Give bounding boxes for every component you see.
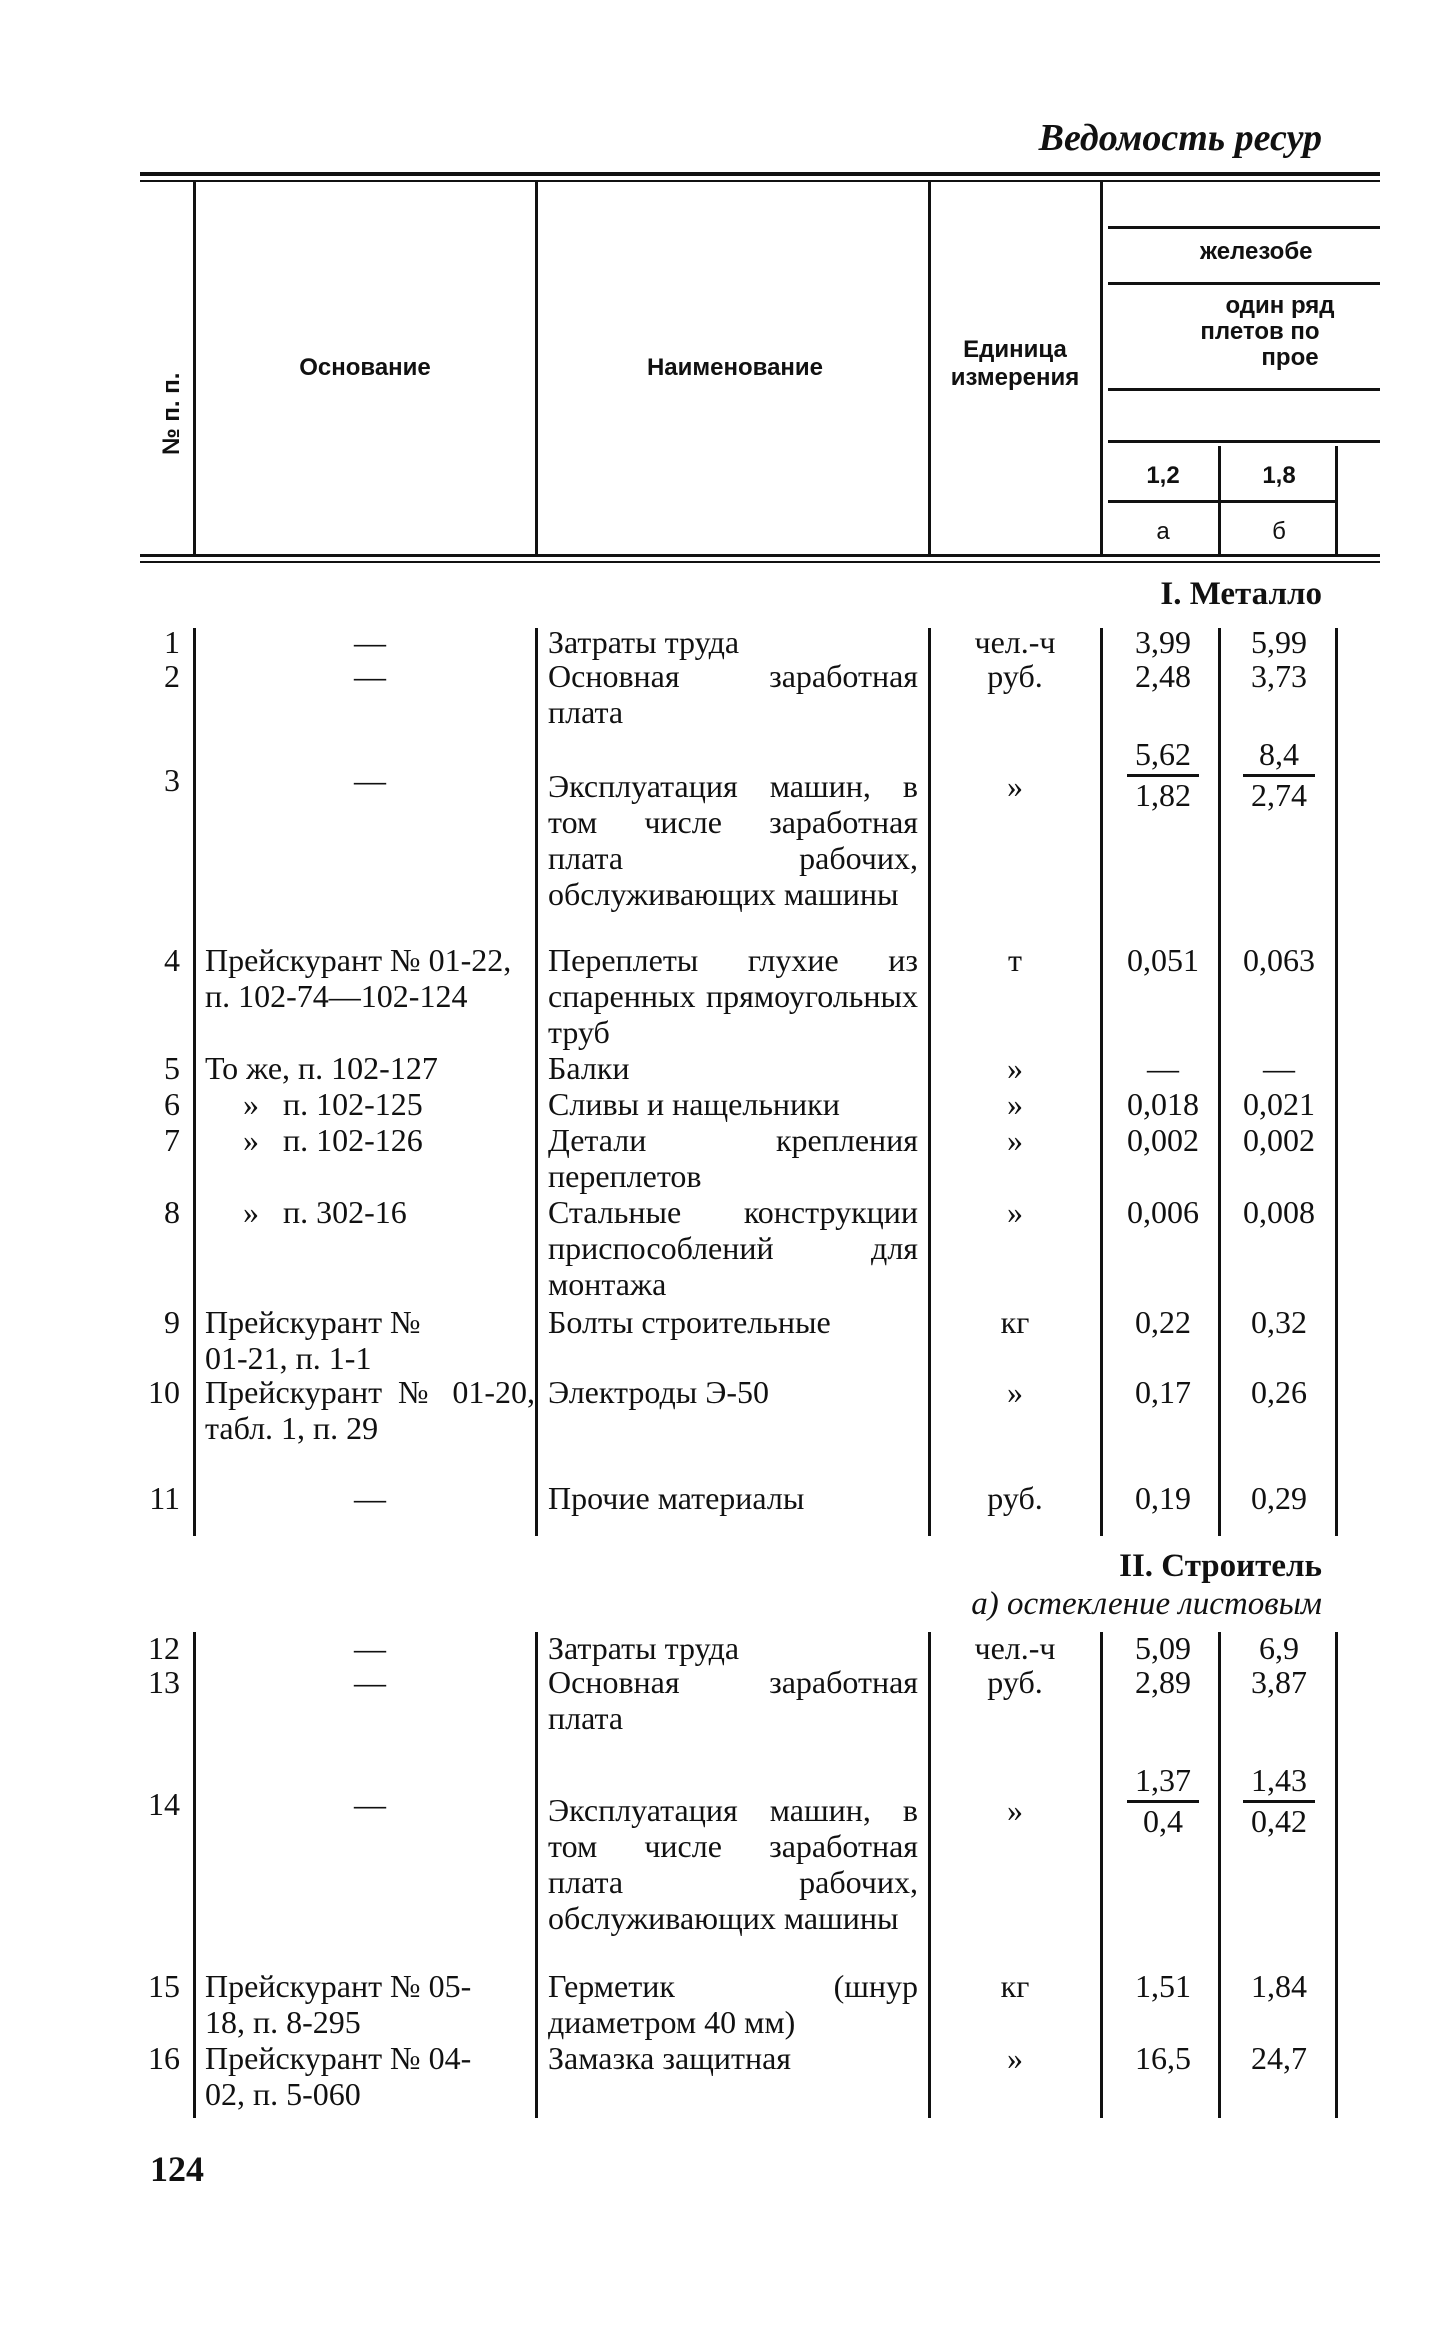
row-7-name: Детали крепления переплетов [548, 1122, 918, 1194]
header-divider-1 [193, 182, 196, 554]
row-6-basis: » п. 102-125 [243, 1086, 423, 1122]
row-15-a: 1,51 [1135, 1968, 1191, 2004]
row-14-basis: — [354, 1786, 386, 1822]
row-4-num: 4 [164, 942, 180, 978]
row-15-unit: кг [1000, 1968, 1030, 2004]
row-13-basis: — [354, 1664, 386, 1700]
row-7-num: 7 [164, 1122, 180, 1158]
row-12-basis: — [354, 1630, 386, 1666]
header-values-rule [1108, 440, 1380, 443]
row-4-unit: т [1008, 942, 1022, 978]
body2-divider-5 [1218, 1632, 1221, 2118]
header-subgroup-l1: один ряд [1225, 292, 1335, 319]
row-12-b: 6,9 [1259, 1630, 1299, 1666]
row-8-name: Стальные конструкции приспособлений для монтажа [548, 1194, 918, 1302]
row-2-unit: руб. [987, 658, 1043, 694]
row-1-name: Затраты труда [548, 624, 740, 660]
row-14-b-bottom: 0,42 [1251, 1803, 1307, 1839]
row-5-unit: » [1007, 1050, 1023, 1086]
row-14-b-top: 1,43 [1243, 1762, 1315, 1803]
subsection-heading-2a: а) остекление листовым [971, 1586, 1322, 1622]
row-5-num: 5 [164, 1050, 180, 1086]
row-14-unit: » [1007, 1792, 1023, 1828]
row-4-basis: Прейскурант № 01-22, п. 102-74—102-124 [205, 942, 512, 1014]
row-3-b-bottom: 2,74 [1251, 777, 1307, 813]
row-8-num: 8 [164, 1194, 180, 1230]
row-9-unit: кг [1000, 1304, 1030, 1340]
row-3-b [1228, 736, 1330, 813]
row-11-a: 0,19 [1135, 1480, 1191, 1516]
body2-divider-4 [1100, 1632, 1103, 2118]
row-16-num: 16 [148, 2040, 180, 2076]
row-13-b: 3,87 [1251, 1664, 1307, 1700]
page-title: Ведомость ресур [1038, 117, 1322, 159]
row-16-a: 16,5 [1135, 2040, 1191, 2076]
row-9-num: 9 [164, 1304, 180, 1340]
row-9-a: 0,22 [1135, 1304, 1191, 1340]
row-10-basis: Прейскурант № 01-20, табл. 1, п. 29 [205, 1374, 535, 1446]
row-14-a-bottom: 0,4 [1143, 1803, 1183, 1839]
row-14-name: Эксплуатация машин, в том числе заработная плата рабочих, обслуживающих машины [548, 1792, 918, 1936]
row-10-a: 0,17 [1135, 1374, 1191, 1410]
header-divider-4 [1100, 182, 1103, 554]
header-val-b: 1,8 [1262, 462, 1296, 489]
row-4-b: 0,063 [1243, 942, 1315, 978]
header-divider-2 [535, 182, 538, 554]
row-3-a [1112, 736, 1214, 813]
header-subgroup-rule [1108, 282, 1380, 285]
row-10-num: 10 [148, 1374, 180, 1410]
body-divider-3 [928, 628, 931, 1536]
body2-divider-6 [1335, 1632, 1338, 2118]
row-5-a: — [1147, 1050, 1179, 1086]
row-10-name: Электроды Э-50 [548, 1374, 770, 1410]
header-letters-rule [1108, 500, 1338, 503]
header-subgroup-l3: прое [1261, 344, 1319, 371]
header-bottom-rule [140, 554, 1380, 557]
row-2-name: Основная заработная плата [548, 658, 918, 730]
row-7-b: 0,002 [1243, 1122, 1315, 1158]
row-6-b: 0,021 [1243, 1086, 1315, 1122]
row-7-unit: » [1007, 1122, 1023, 1158]
row-5-basis: То же, п. 102-127 [205, 1050, 438, 1086]
row-15-b: 1,84 [1251, 1968, 1307, 2004]
row-5-b: — [1263, 1050, 1295, 1086]
row-12-name: Затраты труда [548, 1630, 740, 1666]
row-8-unit: » [1007, 1194, 1023, 1230]
header-letter-a: а [1156, 518, 1170, 545]
row-1-a: 3,99 [1135, 624, 1191, 660]
row-16-basis: Прейскурант № 04-02, п. 5-060 [205, 2040, 472, 2112]
row-12-num: 12 [148, 1630, 180, 1666]
row-2-b: 3,73 [1251, 658, 1307, 694]
row-11-num: 11 [149, 1480, 180, 1516]
page-number: 124 [150, 2149, 204, 2189]
row-11-unit: руб. [987, 1480, 1043, 1516]
row-2-a: 2,48 [1135, 658, 1191, 694]
section-heading-2: II. Строитель [1119, 1548, 1322, 1584]
body2-divider-2 [535, 1632, 538, 2118]
header-letter-b: б [1272, 518, 1286, 545]
header-bottom-rule-thin [140, 561, 1380, 563]
row-14-b [1228, 1762, 1330, 1839]
row-14-a [1112, 1762, 1214, 1839]
row-11-basis: — [354, 1480, 386, 1516]
row-16-unit: » [1007, 2040, 1023, 2076]
header-num: № п. п. [158, 372, 185, 455]
top-rule [140, 172, 1380, 176]
row-1-num: 1 [164, 624, 180, 660]
header-unit: Единица измерения [950, 336, 1080, 391]
header-val-a: 1,2 [1146, 462, 1180, 489]
row-3-a-top: 5,62 [1127, 736, 1199, 777]
row-13-a: 2,89 [1135, 1664, 1191, 1700]
row-3-a-bottom: 1,82 [1135, 777, 1191, 813]
row-5-name: Балки [548, 1050, 630, 1086]
row-4-a: 0,051 [1127, 942, 1199, 978]
header-name: Наименование [646, 354, 824, 381]
row-9-name: Болты строительные [548, 1304, 831, 1340]
row-11-b: 0,29 [1251, 1480, 1307, 1516]
row-3-name: Эксплуатация машин, в том числе заработная плата рабочих, обслуживающих машины [548, 768, 918, 912]
body-divider-2 [535, 628, 538, 1536]
row-1-b: 5,99 [1251, 624, 1307, 660]
row-3-b-top: 8,4 [1243, 736, 1315, 777]
row-3-num: 3 [164, 762, 180, 798]
row-7-a: 0,002 [1127, 1122, 1199, 1158]
row-9-b: 0,32 [1251, 1304, 1307, 1340]
row-10-b: 0,26 [1251, 1374, 1307, 1410]
row-15-num: 15 [148, 1968, 180, 2004]
row-12-a: 5,09 [1135, 1630, 1191, 1666]
row-6-num: 6 [164, 1086, 180, 1122]
header-subgroup-l2: плетов по [1200, 318, 1320, 345]
row-11-name: Прочие материалы [548, 1480, 805, 1516]
header-group: железобе [1200, 238, 1313, 265]
header-divider-3 [928, 182, 931, 554]
row-13-unit: руб. [987, 1664, 1043, 1700]
row-9-basis: Прейскурант № 01-21, п. 1-1 [205, 1304, 421, 1376]
row-6-name: Сливы и нащельники [548, 1086, 840, 1122]
row-1-unit: чел.-ч [974, 624, 1056, 660]
row-8-basis: » п. 302-16 [243, 1194, 407, 1230]
row-1-basis: — [354, 624, 386, 660]
row-3-unit: » [1007, 768, 1023, 804]
row-8-b: 0,008 [1243, 1194, 1315, 1230]
row-15-name: Герметик (шнур диаметром 40 мм) [548, 1968, 918, 2040]
row-10-unit: » [1007, 1374, 1023, 1410]
section-heading-1: I. Металло [1160, 576, 1322, 612]
row-2-basis: — [354, 658, 386, 694]
body-divider-4 [1100, 628, 1103, 1536]
top-rule-thin [140, 180, 1380, 182]
row-15-basis: Прейскурант № 05-18, п. 8-295 [205, 1968, 472, 2040]
body-divider-6 [1335, 628, 1338, 1536]
row-7-basis: » п. 102-126 [243, 1122, 423, 1158]
row-13-num: 13 [148, 1664, 180, 1700]
row-16-name: Замазка защитная [548, 2040, 792, 2076]
row-13-name: Основная заработная плата [548, 1664, 918, 1736]
body-divider-5 [1218, 628, 1221, 1536]
row-2-num: 2 [164, 658, 180, 694]
row-3-basis: — [354, 762, 386, 798]
header-subgroup-rule-2 [1108, 388, 1380, 391]
row-6-a: 0,018 [1127, 1086, 1199, 1122]
body2-divider-1 [193, 1632, 196, 2118]
body-divider-1 [193, 628, 196, 1536]
header-basis: Основание [299, 354, 431, 381]
row-12-unit: чел.-ч [974, 1630, 1056, 1666]
row-14-num: 14 [148, 1786, 180, 1822]
row-16-b: 24,7 [1251, 2040, 1307, 2076]
row-14-a-top: 1,37 [1127, 1762, 1199, 1803]
row-6-unit: » [1007, 1086, 1023, 1122]
header-group-rule [1108, 226, 1380, 229]
body2-divider-3 [928, 1632, 931, 2118]
row-8-a: 0,006 [1127, 1194, 1199, 1230]
row-4-name: Переплеты глухие из спаренных прямоугольных труб [548, 942, 918, 1050]
